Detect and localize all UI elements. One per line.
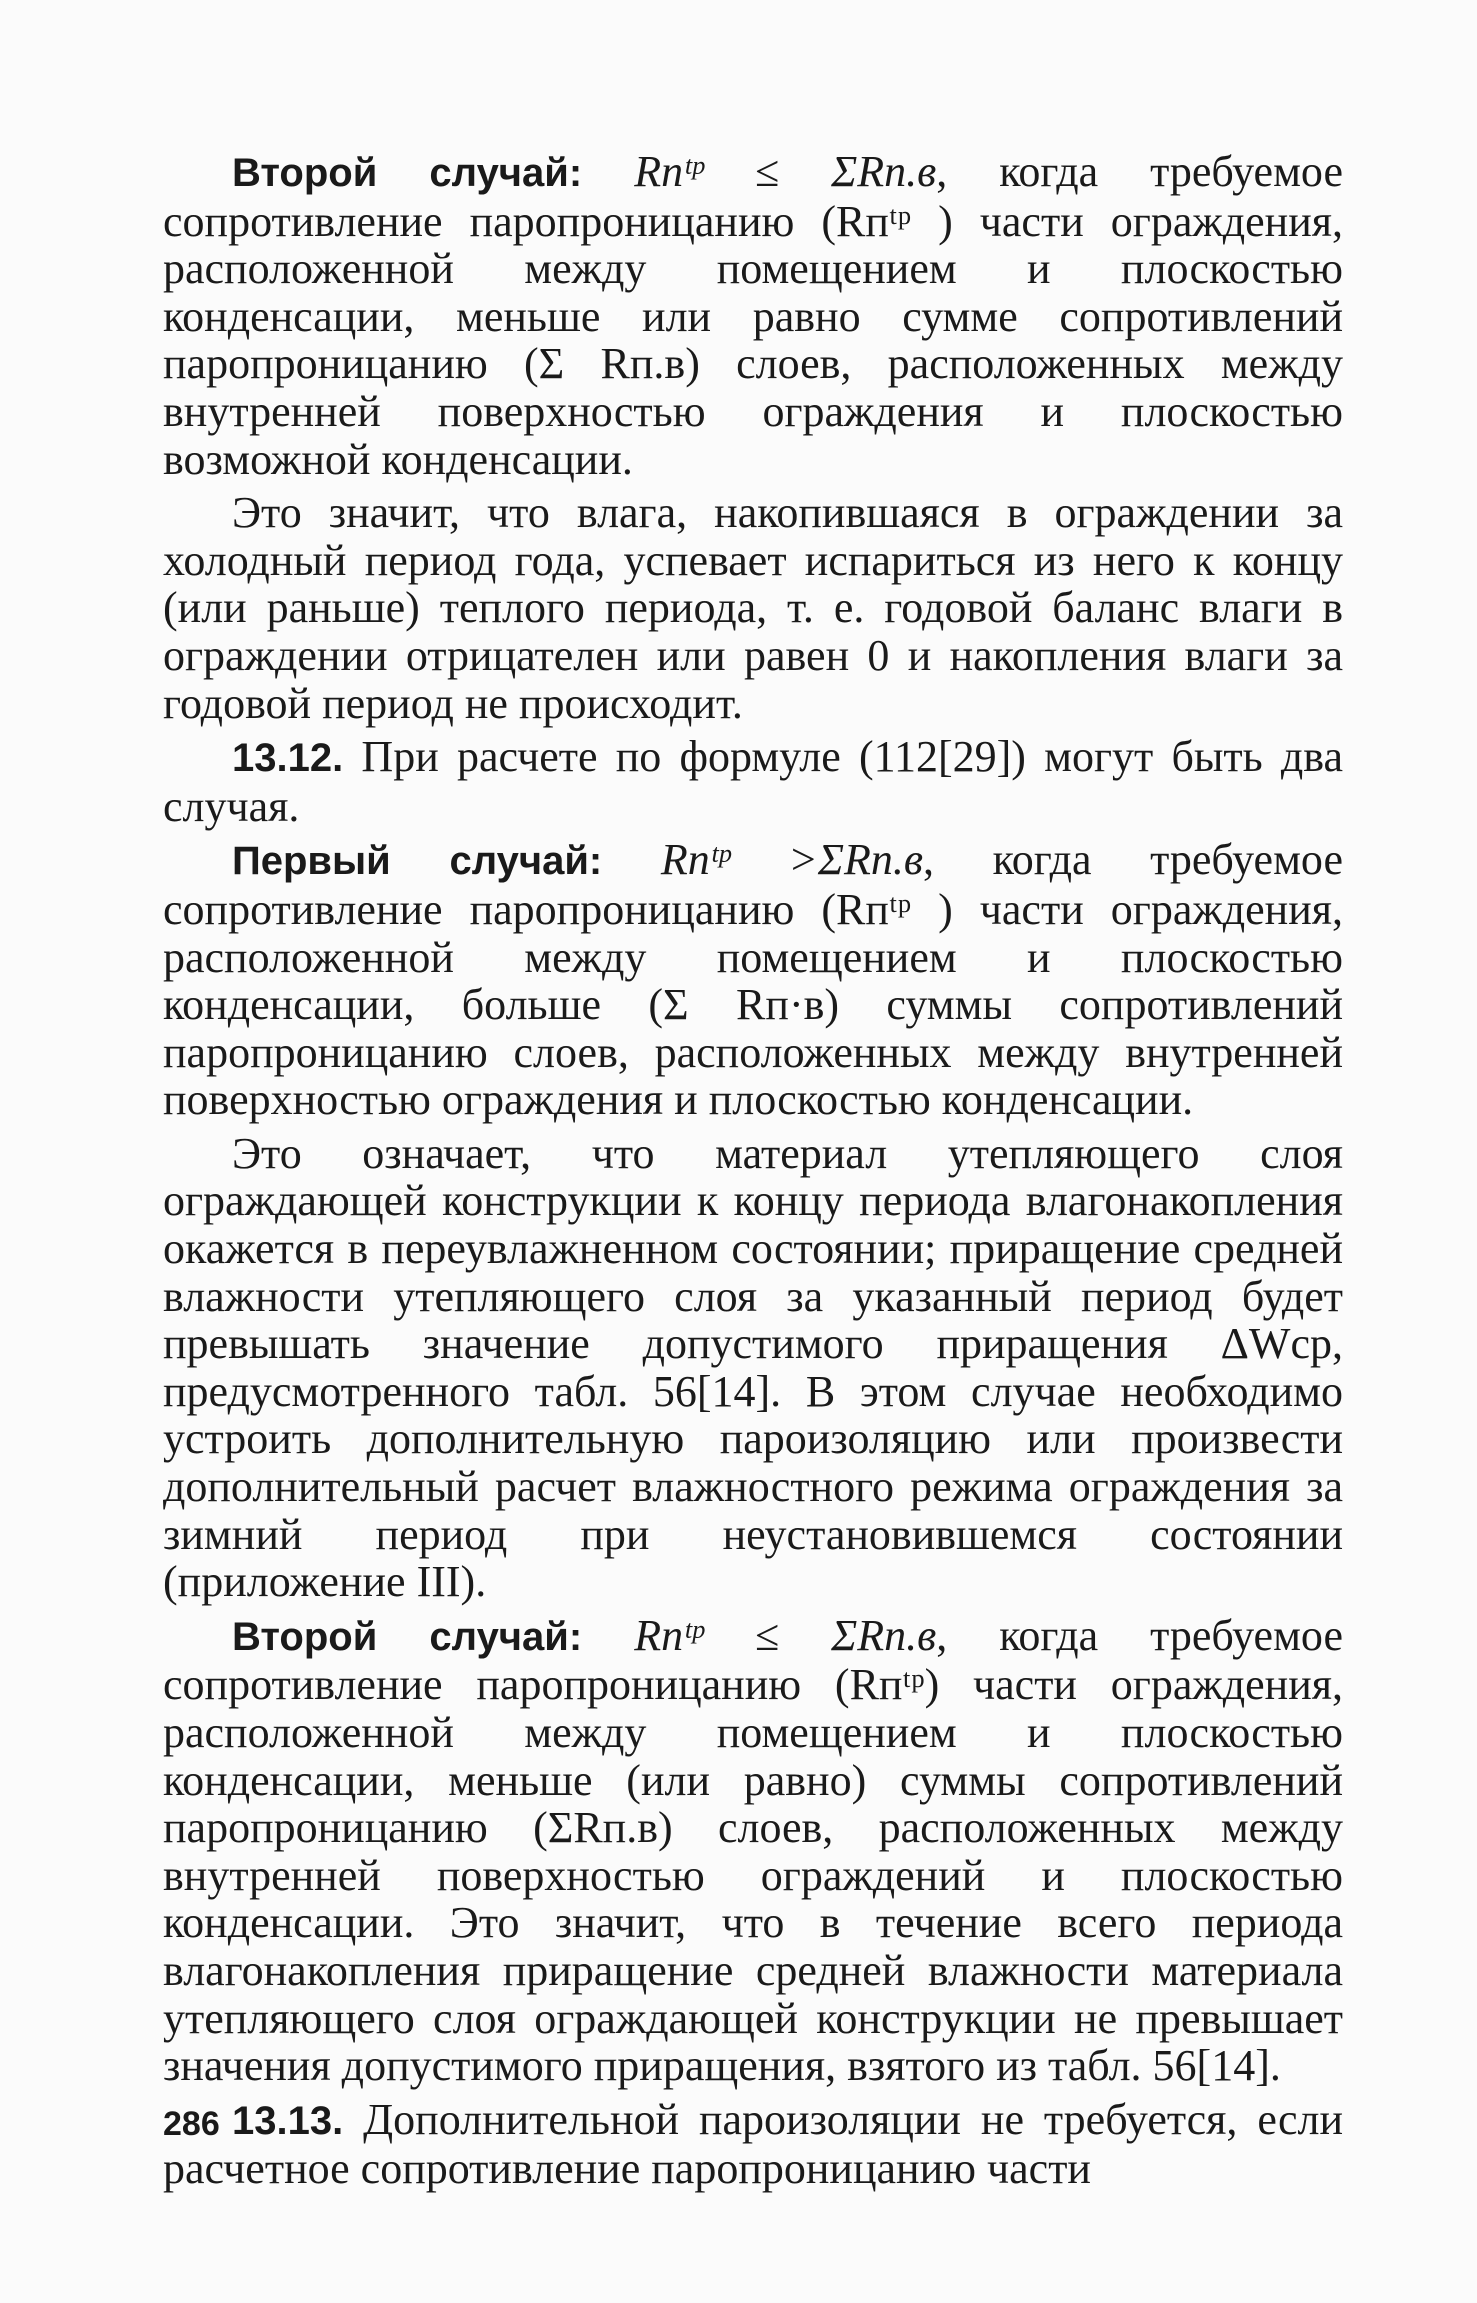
paragraph-text: Это означает, что материал утепляющего слоя ограждающей конструкции к концу периода влагонакопления окажется в переувлажненном состоянии; приращение средней влажности утепляющего слоя за указанный период будет превышать значение допустимого приращения ΔWср, предусмотренного табл. 56[14]. В этом случае необходимо устроить дополнительную пароизоляцию или произвести дополнительный расчет влажностного режима ограждения за зимний период при неустановившемся состоянии (приложение III).	[163, 1128, 1343, 1607]
case-heading: Второй случай:	[232, 1614, 583, 1659]
paragraph-text: , когда требуемое сопротивление паропроницанию (Rпᵗᵖ ) части ограждения, расположенной между помещением и плоскостью конденсации, меньше или равно сумме сопротивлений паропроницанию (Σ Rп.в) слоев, расположенных между внутренней поверхностью ограждения и плоскостью возможной конденсации.	[163, 147, 1343, 484]
paragraph-first-case	[163, 836, 1343, 1124]
paragraph-13-13	[163, 2096, 1343, 2193]
paragraph-second-case-2	[163, 1612, 1343, 2090]
page-body	[163, 148, 1343, 2193]
formula: Rпᵗᵖ ≤ ΣRп.в	[634, 147, 937, 196]
paragraph-text: Это значит, что влага, накопившаяся в ограждении за холодный период года, успевает испариться из него к концу (или раньше) теплого периода, т. е. годовой баланс влаги в ограждении отрицателен или равен 0 и накопления влаги за годовой период не происходит.	[163, 488, 1343, 728]
paragraph-explanation-2	[163, 1130, 1343, 1606]
paragraph-explanation-1	[163, 489, 1343, 727]
formula: Rпᵗᵖ ≤ ΣRп.в	[634, 1610, 937, 1660]
paragraph-text: Дополнительной пароизоляции не требуется, если расчетное сопротивление паропроницанию части	[163, 2094, 1343, 2194]
paragraph-text: , когда требуемое сопротивление паропроницанию (Rпᵗᵖ) части ограждения, расположенной между помещением и плоскостью конденсации, меньше (или равно) суммы сопротивлений паропроницанию (ΣRп.в) слоев, расположенных между внутренней поверхностью ограждений и плоскостью конденсации. Это значит, что в течение всего периода влагонакопления приращение средней влажности материала утепляющего слоя ограждающей конструкции не превышает значения допустимого приращения, взятого из табл. 56[14].	[163, 1610, 1343, 2091]
paragraph-13-12	[163, 733, 1343, 830]
page-number: 286	[163, 2105, 220, 2143]
section-number: 13.13.	[232, 2098, 344, 2143]
paragraph-second-case-1	[163, 148, 1343, 483]
paragraph-text: , когда требуемое сопротивление паропроницанию (Rпᵗᵖ ) части ограждения, расположенной между помещением и плоскостью конденсации, больше (Σ Rп·в) суммы сопротивлений паропроницанию слоев, расположенных между внутренней поверхностью ограждения и плоскостью конденсации.	[163, 835, 1343, 1125]
case-heading: Второй случай:	[232, 151, 583, 195]
section-number: 13.12.	[232, 736, 344, 781]
case-heading: Первый случай:	[232, 839, 603, 884]
paragraph-text: При расчете по формуле (112[29]) могут быть два случая.	[163, 732, 1343, 831]
formula: Rпᵗᵖ >ΣRп.в	[660, 835, 923, 885]
